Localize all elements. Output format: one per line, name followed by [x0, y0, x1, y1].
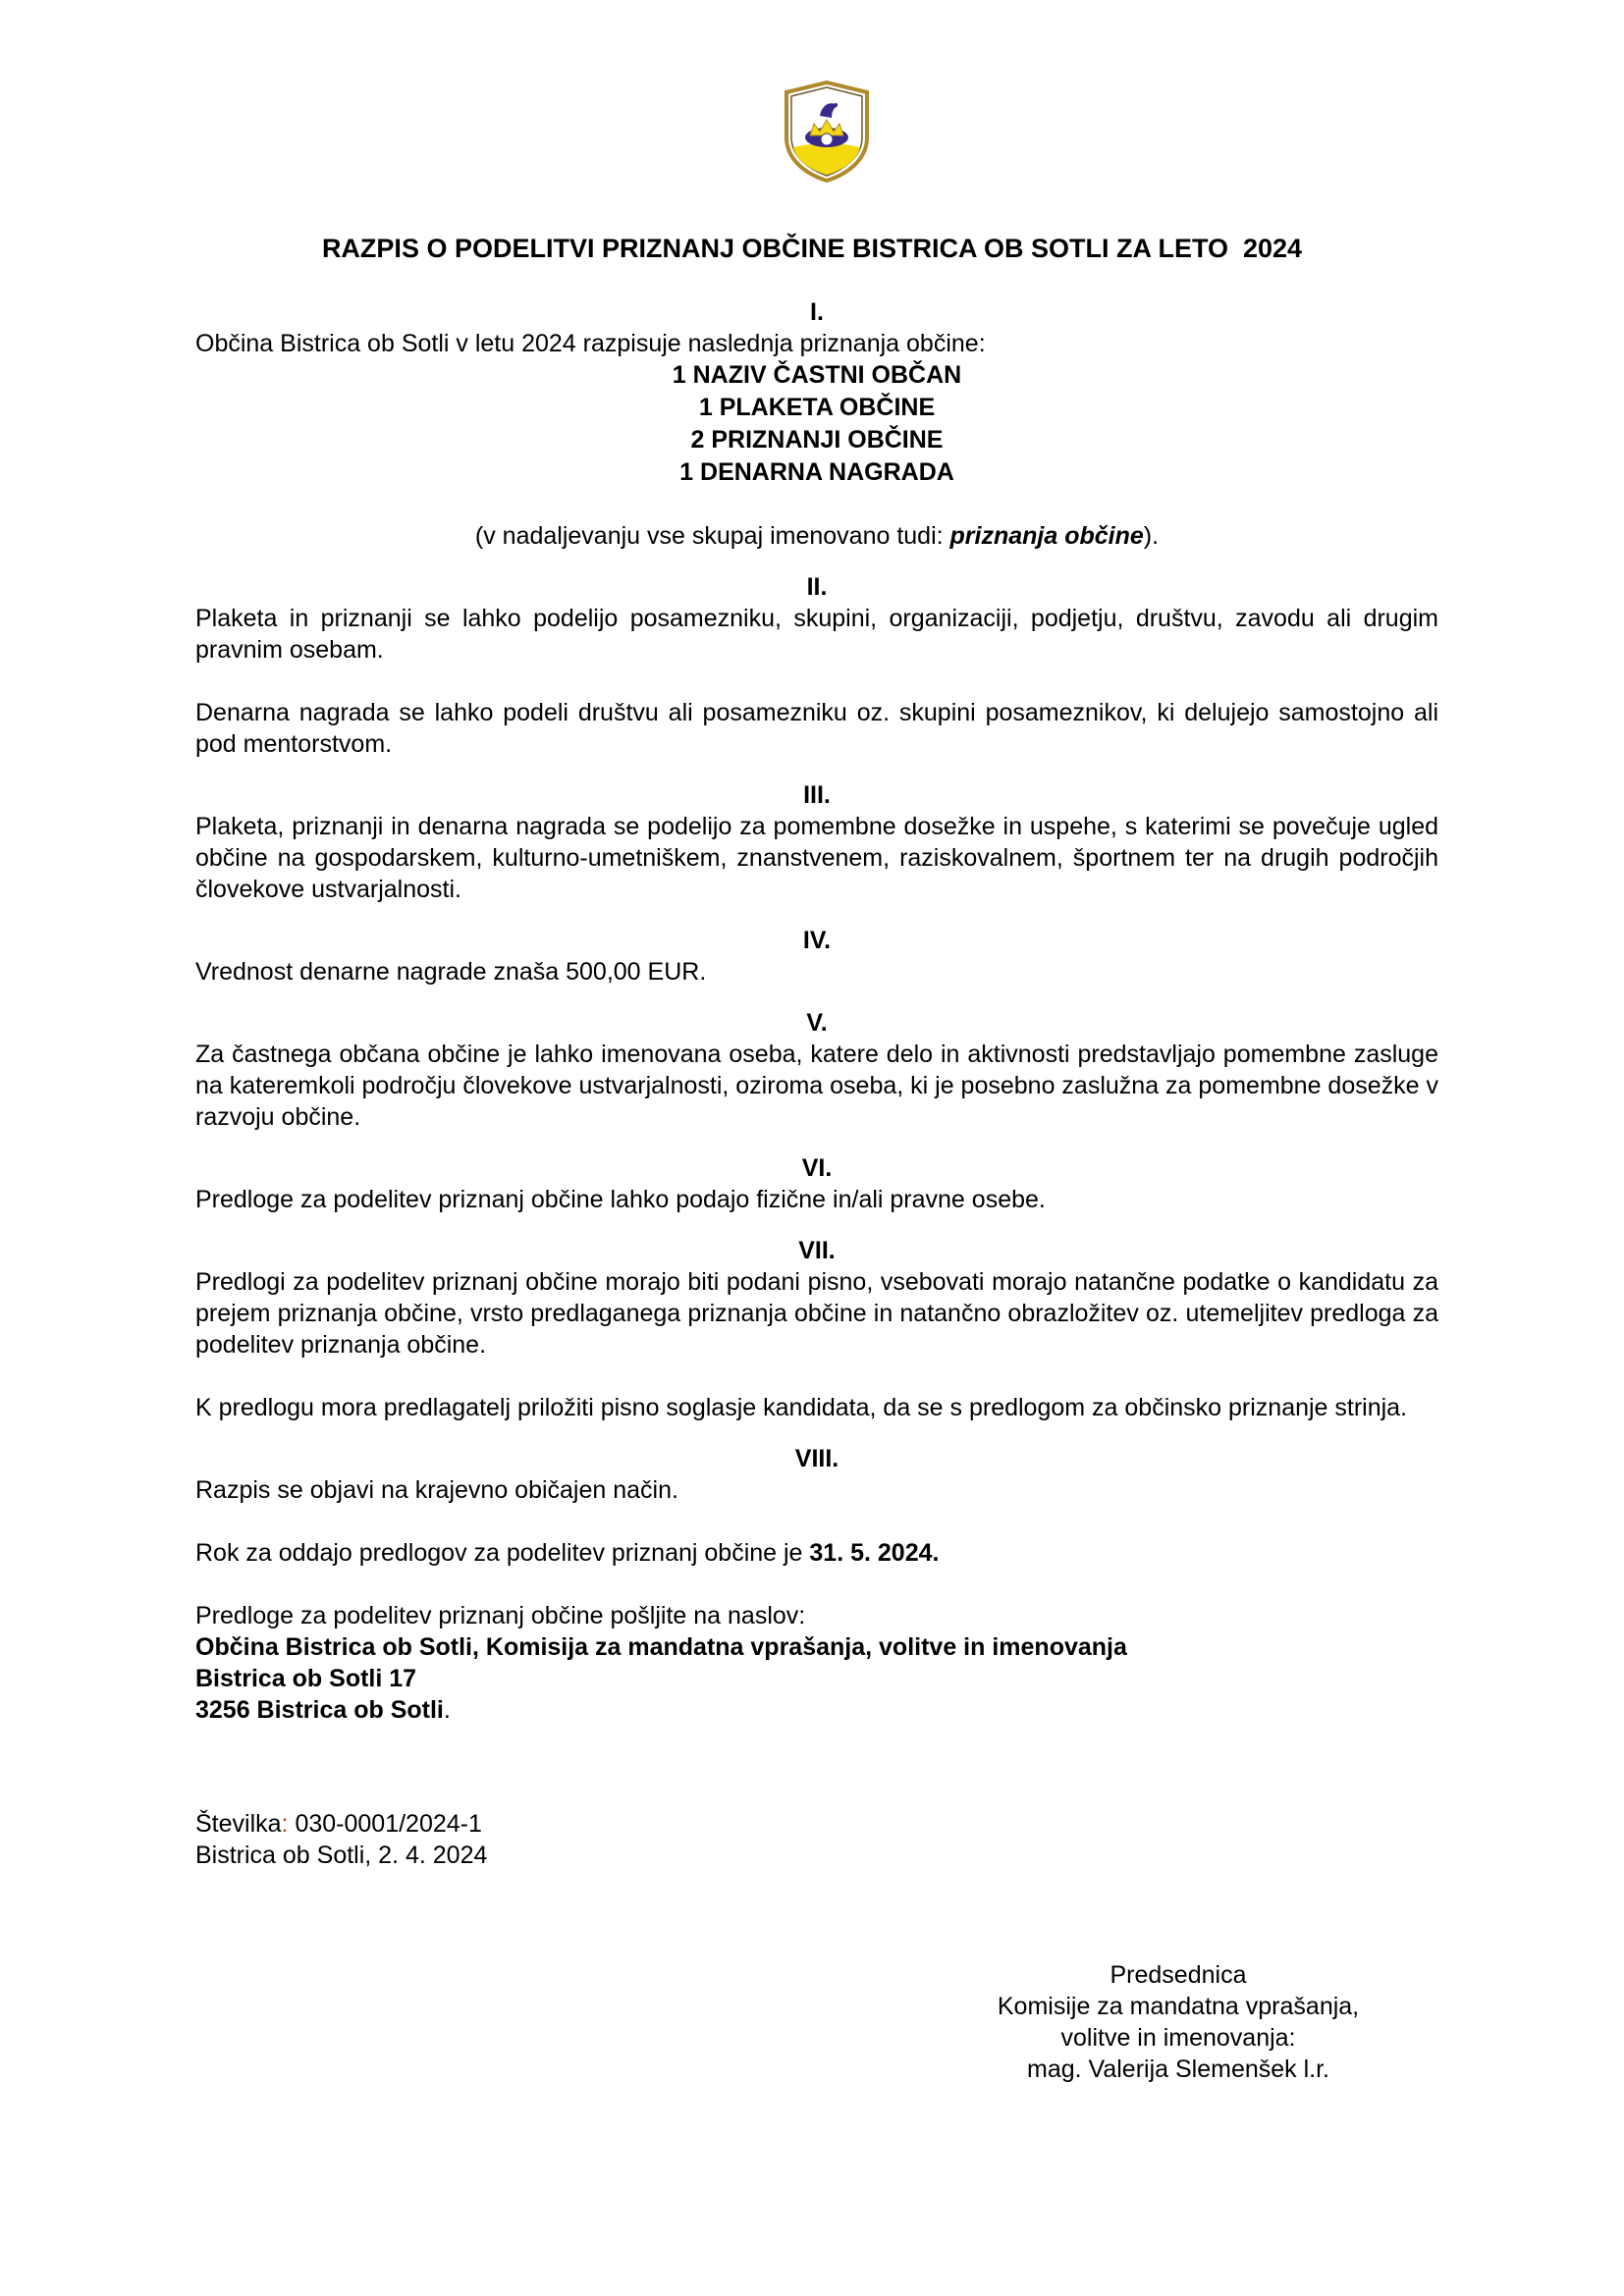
- deadline-paragraph: Rok za oddajo predlogov za podelitev priznanj občine je 31. 5. 2024.: [195, 1539, 940, 1567]
- section-1-intro: Občina Bistrica ob Sotli v letu 2024 razpisuje naslednja priznanja občine:: [195, 330, 986, 357]
- section-1-note: (v nadaljevanju vse skupaj imenovano tudi: priznanja občine).: [474, 522, 1160, 550]
- address-line-last: 3256 Bistrica ob Sotli.: [195, 1696, 451, 1724]
- section-4-paragraph: Vrednost denarne nagrade znaša 500,00 EUR.: [195, 958, 707, 986]
- address-line: Občina Bistrica ob Sotli, Komisija za mandatna vprašanja, volitve in imenovanja: [195, 1633, 1127, 1661]
- section-6-paragraph: Predloge za podelitev priznanj občine lahko podajo fizične in/ali pravne osebe.: [195, 1186, 1046, 1213]
- award-item: 1 DENARNA NAGRADA: [679, 458, 954, 486]
- section-8-paragraph: Razpis se objavi na krajevno običajen način.: [195, 1476, 678, 1504]
- signature-line: Komisije za mandatna vprašanja,: [997, 1993, 1360, 2020]
- section-heading-7: VII.: [798, 1237, 836, 1264]
- section-7-paragraph: Predlogi za podelitev priznanj občine morajo biti podani pisno, vsebovati morajo natančne podatke o kandidatu za prejem priznanja občine, vrsto predlaganega priznanja občine in natančno obrazložitev oz. utemeljitev predloga za podelitev priznanja občine.: [195, 1268, 1438, 1359]
- award-item: 1 NAZIV ČASTNI OBČAN: [672, 361, 962, 389]
- note-emphasis: priznanja občine: [949, 522, 1144, 550]
- deadline-date: 31. 5. 2024.: [809, 1539, 940, 1567]
- signature-block: [923, 1959, 1434, 2085]
- page-title: RAZPIS O PODELITVI PRIZNANJ OBČINE BISTRICA OB SOTLI ZA LETO 2024: [321, 234, 1303, 263]
- signature-name: mag. Valerija Slemenšek l.r.: [1027, 2056, 1329, 2083]
- document-body: [195, 296, 1438, 1871]
- section-2-paragraph: Denarna nagrada se lahko podeli društvu ali posamezniku oz. skupini posameznikov, ki delujejo samostojno ali pod mentorstvom.: [195, 699, 1438, 758]
- award-item: 1 PLAKETA OBČINE: [698, 394, 936, 421]
- section-heading-8: VIII.: [794, 1445, 839, 1472]
- document-number: Številka: 030-0001/2024-1: [195, 1810, 482, 1838]
- signature-line: volitve in imenovanja:: [1060, 2024, 1296, 2052]
- address-line: Bistrica ob Sotli 17: [195, 1665, 417, 1692]
- municipality-crest-icon: [781, 79, 873, 183]
- section-7-paragraph: K predlogu mora predlagatelj priložiti pisno soglasje kandidata, da se s predlogom za občinsko priznanje strinja.: [195, 1394, 1408, 1421]
- section-heading-6: VI.: [801, 1154, 833, 1182]
- section-2-paragraph: Plaketa in priznanji se lahko podelijo posamezniku, skupini, organizaciji, podjetju, društvu, zavodu ali drugim pravnim osebam.: [195, 605, 1438, 664]
- address-intro: Predloge za podelitev priznanj občine pošljite na naslov:: [195, 1602, 806, 1629]
- award-item: 2 PRIZNANJI OBČINE: [690, 426, 944, 454]
- place-date: Bistrica ob Sotli, 2. 4. 2024: [195, 1842, 488, 1869]
- section-heading-2: II.: [806, 573, 828, 601]
- section-5-paragraph: Za častnega občana občine je lahko imenovana oseba, katere delo in aktivnosti predstavljajo pomembne zasluge na kateremkoli področju človekove ustvarjalnosti, oziroma oseba, ki je posebno zaslužna za pomembne dosežke v razvoju občine.: [195, 1041, 1438, 1131]
- signature-line: Predsednica: [1110, 1961, 1247, 1989]
- section-heading-4: IV.: [802, 927, 832, 954]
- section-3-paragraph: Plaketa, priznanji in denarna nagrada se podelijo za pomembne dosežke in uspehe, s katerimi se povečuje ugled občine na gospodarskem, kulturno-umetniškem, znanstvenem, raziskovalnem, športnem ter na drugih področjih človekove ustvarjalnosti.: [195, 813, 1438, 903]
- section-heading-5: V.: [806, 1009, 828, 1037]
- section-heading-3: III.: [803, 781, 831, 809]
- section-heading-1: I.: [810, 298, 824, 326]
- award-list: [195, 359, 1438, 489]
